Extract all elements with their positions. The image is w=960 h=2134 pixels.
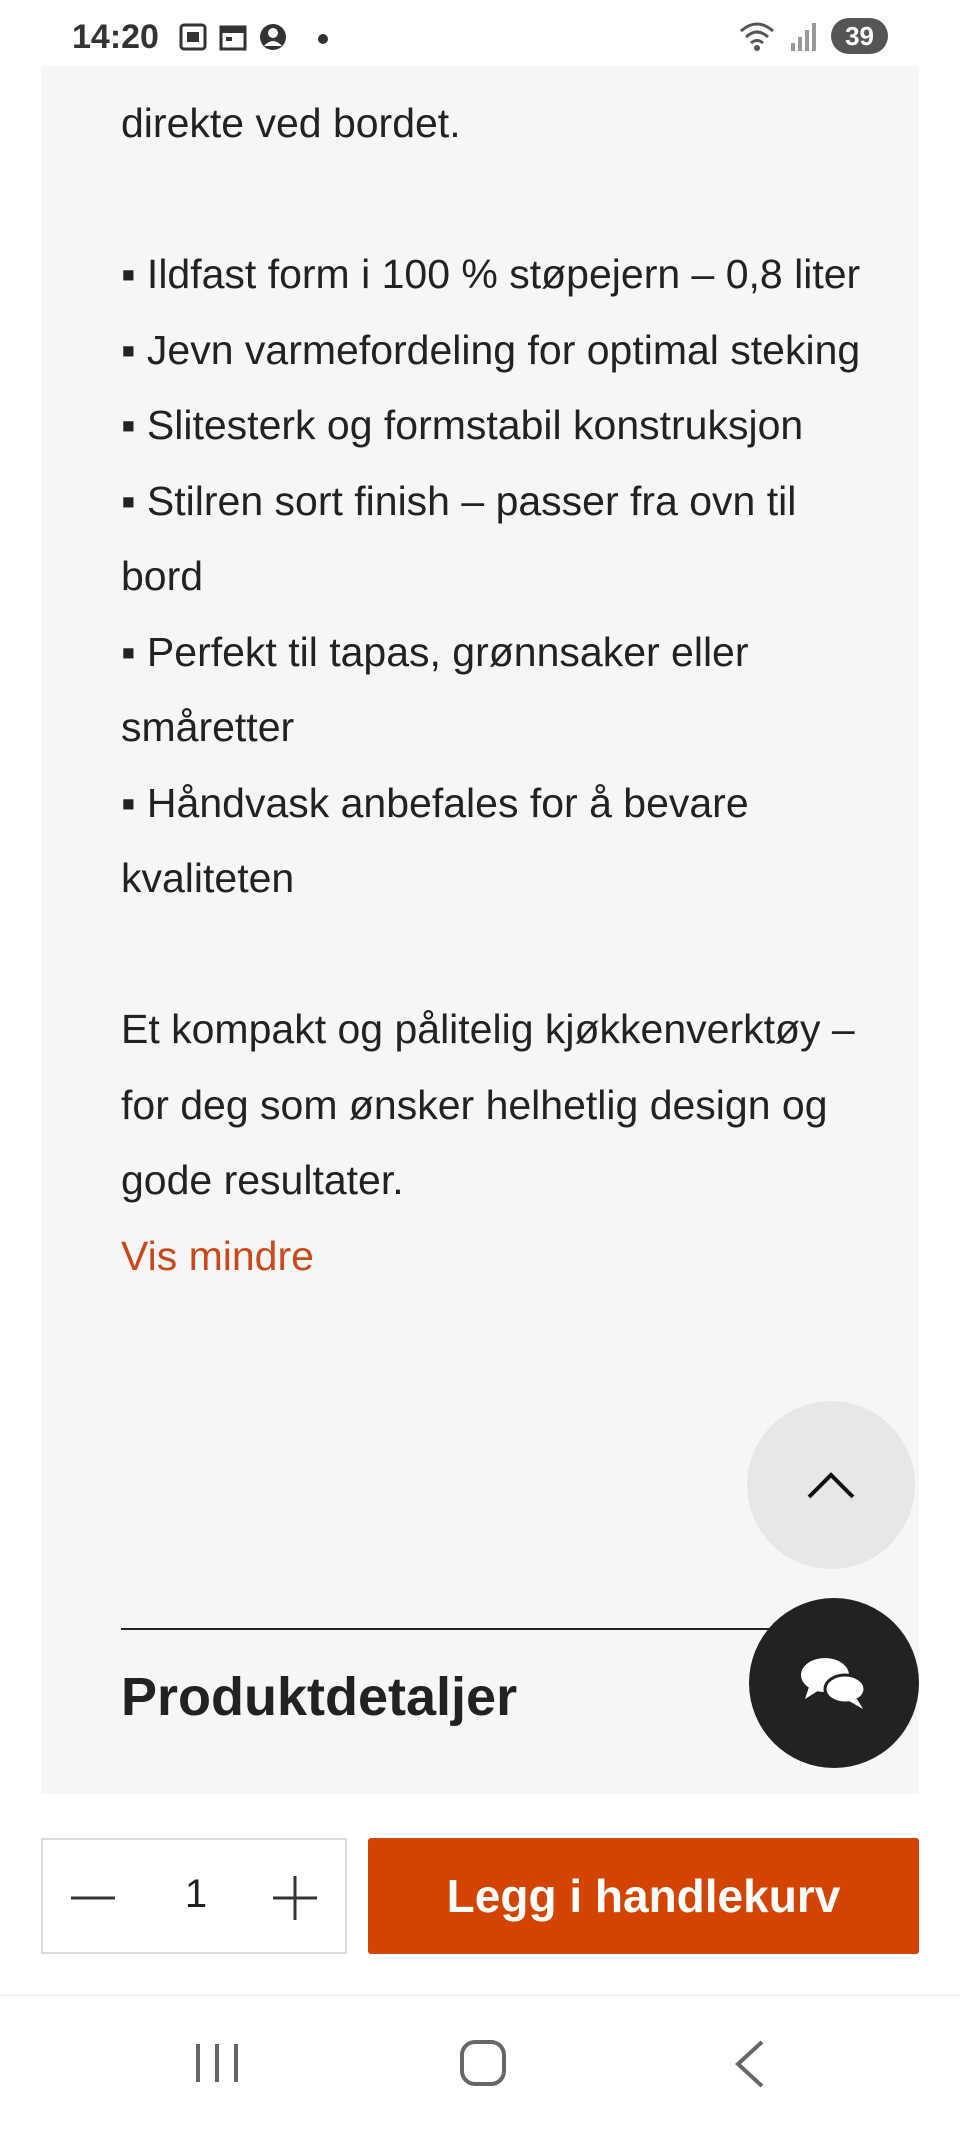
system-nav-bar xyxy=(0,1995,960,2134)
product-details-heading[interactable]: Produktdetaljer xyxy=(121,1667,518,1727)
notification-dot-icon xyxy=(318,34,328,44)
system-status-icons xyxy=(737,18,888,54)
chevron-up-icon xyxy=(803,1467,859,1503)
back-icon[interactable] xyxy=(730,2038,770,2090)
description-closing: Et kompakt og pålitelig kjøkkenverktøy – for deg som ønsker helhetlig design og gode resultater. xyxy=(121,1006,855,1203)
feature-bullet: ▪ Perfekt til tapas, grønnsaker eller småretter xyxy=(121,628,749,750)
home-icon[interactable] xyxy=(458,2038,508,2088)
feature-bullet: ▪ Slitesterk og formstabil konstruksjon xyxy=(121,402,804,448)
quantity-stepper xyxy=(41,1838,347,1954)
feature-bullet: ▪ Ildfast form i 100 % støpejern – 0,8 liter xyxy=(121,251,861,297)
account-icon xyxy=(258,22,288,52)
description-line: direkte ved bordet. xyxy=(121,100,461,146)
section-divider xyxy=(121,1628,861,1630)
plus-icon[interactable] xyxy=(267,1870,323,1926)
scroll-to-top-button[interactable] xyxy=(747,1401,915,1569)
chat-button[interactable] xyxy=(749,1598,919,1768)
status-bar xyxy=(0,0,960,66)
signal-icon xyxy=(789,19,819,53)
product-description xyxy=(121,86,861,1294)
add-to-cart-button[interactable]: Legg i handlekurv xyxy=(368,1838,919,1954)
feature-bullet: ▪ Håndvask anbefales for å bevare kvaliteten xyxy=(121,779,749,901)
calendar-icon xyxy=(218,22,248,52)
battery-badge: 39 xyxy=(831,18,888,54)
status-time: 14:20 xyxy=(72,18,159,56)
screenshot-icon xyxy=(178,22,208,52)
recent-apps-icon[interactable] xyxy=(192,2040,242,2086)
quantity-value[interactable]: 1 xyxy=(184,1872,208,1916)
show-less-link[interactable]: Vis mindre xyxy=(121,1232,314,1279)
wifi-icon xyxy=(737,19,777,53)
feature-bullet: ▪ Stilren sort finish – passer fra ovn til bord xyxy=(121,477,797,599)
feature-bullet: ▪ Jevn varmefordeling for optimal steking xyxy=(121,326,861,373)
chat-bubbles-icon xyxy=(799,1653,869,1713)
notification-icons xyxy=(178,22,288,52)
